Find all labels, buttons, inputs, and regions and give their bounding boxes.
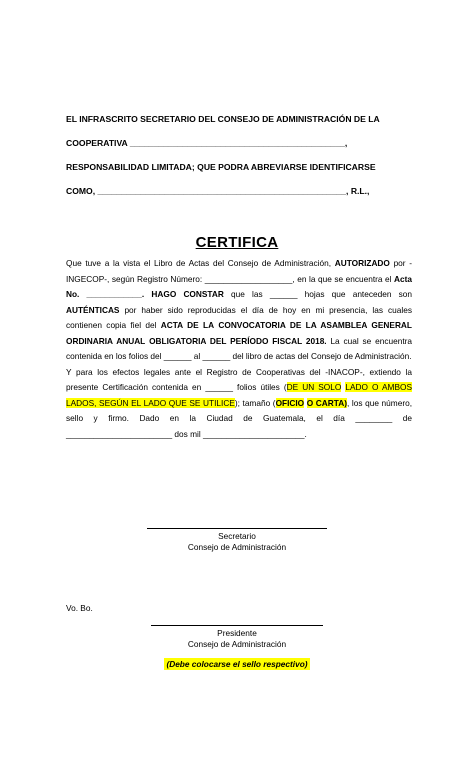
header-line-3: RESPONSABILIDAD LIMITADA; QUE PODRA ABREVIARSE IDENTIFICARSE (66, 162, 376, 172)
body-text-span: extiendo la presente Certificación contenida en ______ folios útiles ( (66, 366, 413, 392)
president-org: Consejo de Administración (187, 639, 287, 649)
body-bold-span: Acta No. ____________. HAGO CONSTAR (66, 273, 412, 299)
body-text-span: los folios del ______ al ______ del libro de actas del Consejo de Administración. (115, 351, 412, 361)
seal-note-text: (Debe colocarse el sello respectivo) (166, 659, 308, 669)
highlighted-text: LADO O AMBOS LADOS, SEGÚN EL LADO QUE SE UTILICE (66, 382, 412, 408)
body-bold-span: AUTÉNTICAS (66, 304, 120, 315)
body-text-span: Que tuve a la vista el Libro de Actas del Consejo de Administración, (66, 258, 332, 268)
document-title: CERTIFICA (195, 234, 279, 251)
body-text-span: ); tamaño ( (234, 397, 276, 408)
seal-note (0, 659, 474, 669)
highlighted-text: DE UN SOLO (286, 382, 342, 392)
body-text-span: ________ de _______________________ dos mil ______________________. (66, 413, 412, 439)
body-text-span: , los que número, sello y firmo. Dado en la Ciudad de Guatemala, el día (66, 397, 412, 423)
body-bold-span: AUTORIZADO (334, 258, 390, 268)
secretary-org: Consejo de Administración (187, 542, 287, 552)
header-line-1: EL INFRASCRITO SECRETARIO DEL CONSEJO DE ADMINISTRACIÓN DE LA (66, 114, 380, 124)
body-bold-span: CONVOCATORIA DE LA ASAMBLEA GENERAL ORDINARIA ANUAL (66, 320, 412, 346)
certification-body (66, 256, 412, 442)
president-role: Presidente (217, 628, 257, 638)
body-text-span: por -INGECOP-, según Registro Número: ___________________, (66, 258, 412, 284)
body-text-span: La cual se encuentra contenida en (66, 335, 412, 361)
paragraph-2 (66, 365, 412, 443)
signature-line (151, 625, 323, 626)
secretary-signature (0, 528, 474, 553)
president-signature (0, 625, 474, 650)
highlighted-text: O CARTA) (306, 397, 347, 408)
paragraph-1 (66, 256, 412, 365)
body-text-span: ______ hojas que anteceden son (269, 289, 412, 299)
body-bold-span: ACTA DE LA (160, 320, 215, 330)
vobo-label: Vo. Bo. (66, 603, 93, 613)
header-block (66, 113, 414, 197)
signature-line (147, 528, 327, 529)
body-text-span: por haber sido reproducidas el (119, 304, 248, 315)
header-line-2: COOPERATIVA _____________________________________________, (66, 138, 348, 148)
body-text-span: día de hoy en mi presencia, las cuales contienen copia fiel del (66, 304, 412, 330)
body-text-span: Y para los efectos legales ante el Registro de Cooperativas del -INACOP-, (66, 366, 365, 377)
body-text-span: que las (223, 289, 263, 299)
body-bold-span: OBLIGATORIA DEL PERÍODO FISCAL 2018. (149, 335, 327, 346)
header-line-4: COMO, ____________________________________________________, R.L., (66, 186, 370, 196)
highlighted-text: OFICIO (275, 397, 305, 408)
secretary-role: Secretario (218, 531, 256, 541)
body-text-span: en la que se encuentra el (297, 273, 395, 284)
